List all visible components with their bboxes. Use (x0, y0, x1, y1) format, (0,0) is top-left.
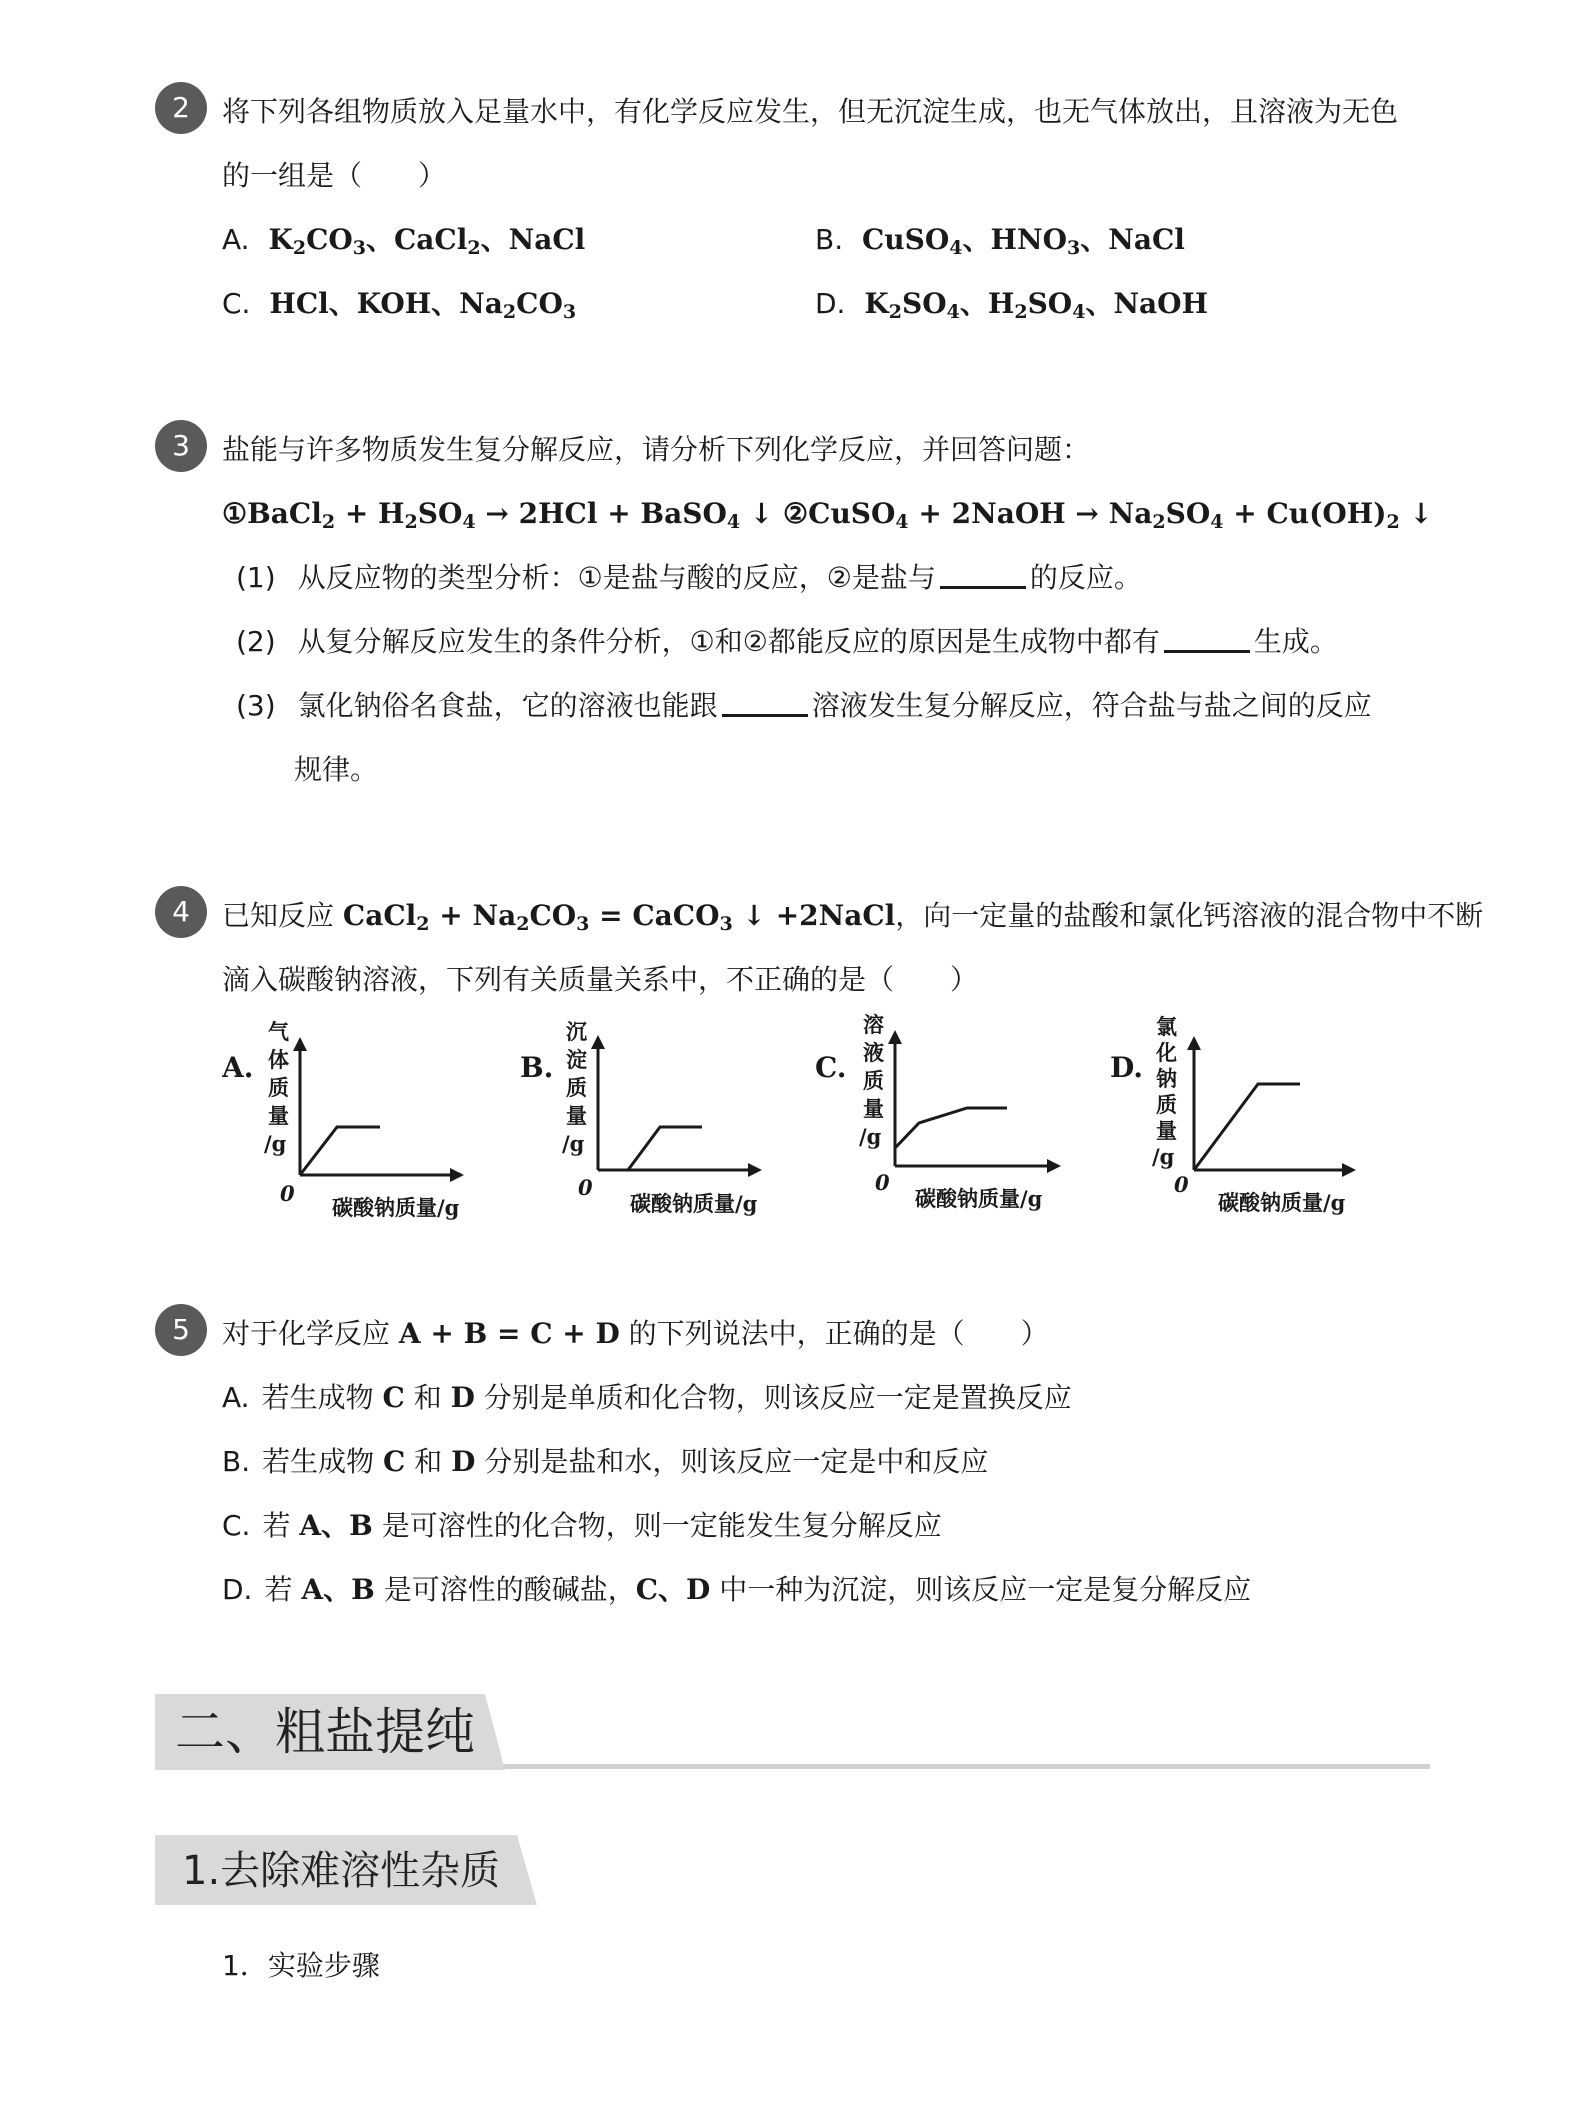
question-number-badge: 2 (155, 82, 207, 134)
option-label: D. (1110, 1051, 1144, 1084)
option-a[interactable]: A. $K_2CO_3$、CaCl$_2$、NaCl (222, 223, 586, 259)
x-axis-label: 碳酸钠质量/g (332, 1195, 460, 1220)
option-d[interactable]: D. $K_2SO_4$、$H_2SO_4$、NaOH (815, 287, 1209, 323)
question-number-badge: 4 (155, 886, 207, 938)
x-axis-label: 碳酸钠质量/g (1218, 1190, 1346, 1215)
question-number-badge: 5 (155, 1304, 207, 1356)
curve (628, 1127, 702, 1170)
svg-text:质: 质 (268, 1075, 289, 1100)
svg-text:/g: /g (264, 1131, 287, 1156)
sub-question-1: (1) 从反应物的类型分析：①是盐与酸的反应，②是盐与 的反应。 (236, 561, 1142, 594)
subsection-title: 1.去除难溶性杂质 (182, 1848, 501, 1894)
question-stem-continued: 滴入碳酸钠溶液，下列有关质量关系中，不正确的是（ ） (222, 963, 979, 996)
answer-blank[interactable] (722, 688, 808, 717)
svg-text:质: 质 (1156, 1092, 1177, 1117)
question-stem: 将下列各组物质放入足量水中，有化学反应发生，但无沉淀生成，也无气体放出，且溶液为无色 (222, 95, 1399, 128)
x-axis-label: 碳酸钠质量/g (915, 1186, 1043, 1211)
option-d[interactable]: D. 若 A、B 是可溶性的酸碱盐，C、D 中一种为沉淀，则该反应一定是复分解反应 (222, 1573, 1252, 1606)
svg-text:淀: 淀 (566, 1047, 587, 1072)
question-stem: 盐能与许多物质发生复分解反应，请分析下列化学反应，并回答问题： (222, 433, 1091, 466)
sub-question-3-continued: 规律。 (294, 753, 379, 786)
graph-option-c[interactable] (815, 1008, 1100, 1230)
svg-text:量: 量 (566, 1103, 587, 1128)
svg-text:/g: /g (1152, 1144, 1175, 1169)
option-label: A. (222, 1051, 254, 1084)
option-label: B. (520, 1051, 554, 1084)
svg-text:量: 量 (268, 1103, 289, 1128)
x-axis-label: 碳酸钠质量/g (630, 1191, 758, 1216)
option-b[interactable]: B. CuSO$_4$、$HNO_3$、NaCl (815, 223, 1185, 259)
question-stem: 已知反应 CaCl$_2$ + $Na_2CO_3$ = CaCO$_3$ ↓ +2NaCl，向一定量的盐酸和氯化钙溶液的混合物中不断 (222, 899, 1484, 935)
reaction-equations: ①BaCl$_2$ + $H_2SO_4 \to 2HCl$ + BaSO$_4$ ↓ ②CuSO$_4$ + 2NaOH → $Na_2SO_4 + Cu(OH)_2$ ↓ (222, 497, 1433, 533)
origin-label: 0 (280, 1181, 295, 1206)
option-label: C. (815, 1051, 847, 1084)
step-heading: 1．实验步骤 (222, 1949, 380, 1982)
graph-option-d[interactable] (1110, 1012, 1390, 1232)
origin-label: 0 (875, 1170, 890, 1195)
option-c[interactable]: C. 若 A、B 是可溶性的化合物，则一定能发生复分解反应 (222, 1509, 942, 1542)
origin-label: 0 (1174, 1172, 1189, 1197)
svg-text:体: 体 (268, 1047, 289, 1072)
y-axis-label: 气 (268, 1019, 289, 1044)
question-stem-continued: 的一组是（ ） (222, 159, 447, 192)
svg-text:质: 质 (566, 1075, 587, 1100)
svg-text:量: 量 (863, 1096, 884, 1121)
answer-blank[interactable] (940, 560, 1026, 589)
curve (300, 1127, 380, 1175)
graph-option-b[interactable] (520, 1015, 800, 1230)
question-number-badge: 3 (155, 420, 207, 472)
question-stem: 对于化学反应 A + B = C + D 的下列说法中，正确的是（ ） (222, 1317, 1049, 1350)
origin-label: 0 (578, 1175, 593, 1200)
option-a[interactable]: A. 若生成物 C 和 D 分别是单质和化合物，则该反应一定是置换反应 (222, 1381, 1072, 1414)
option-c[interactable]: C. HCl、KOH、$Na_2CO_3$ (222, 287, 577, 323)
section-title: 二、粗盐提纯 (175, 1703, 475, 1761)
svg-text:/g: /g (562, 1131, 585, 1156)
svg-text:钠: 钠 (1156, 1066, 1177, 1091)
svg-text:/g: /g (859, 1124, 882, 1149)
answer-blank[interactable] (1164, 624, 1250, 653)
curve (895, 1108, 1007, 1148)
svg-text:量: 量 (1156, 1118, 1177, 1143)
graph-option-a[interactable] (222, 1015, 502, 1230)
sub-question-2: (2) 从复分解反应发生的条件分析，①和②都能反应的原因是生成物中都有 生成。 (236, 625, 1338, 658)
option-b[interactable]: B. 若生成物 C 和 D 分别是盐和水，则该反应一定是中和反应 (222, 1445, 989, 1478)
y-axis-label: 氯 (1156, 1014, 1177, 1039)
svg-text:化: 化 (1156, 1040, 1177, 1065)
y-axis-label: 沉 (566, 1019, 587, 1044)
curve (1194, 1084, 1300, 1170)
svg-text:质: 质 (863, 1068, 884, 1093)
y-axis-label: 溶 (863, 1012, 884, 1037)
svg-text:液: 液 (863, 1040, 884, 1065)
sub-question-3: (3) 氯化钠俗名食盐，它的溶液也能跟 溶液发生复分解反应，符合盐与盐之间的反应 (236, 689, 1372, 722)
